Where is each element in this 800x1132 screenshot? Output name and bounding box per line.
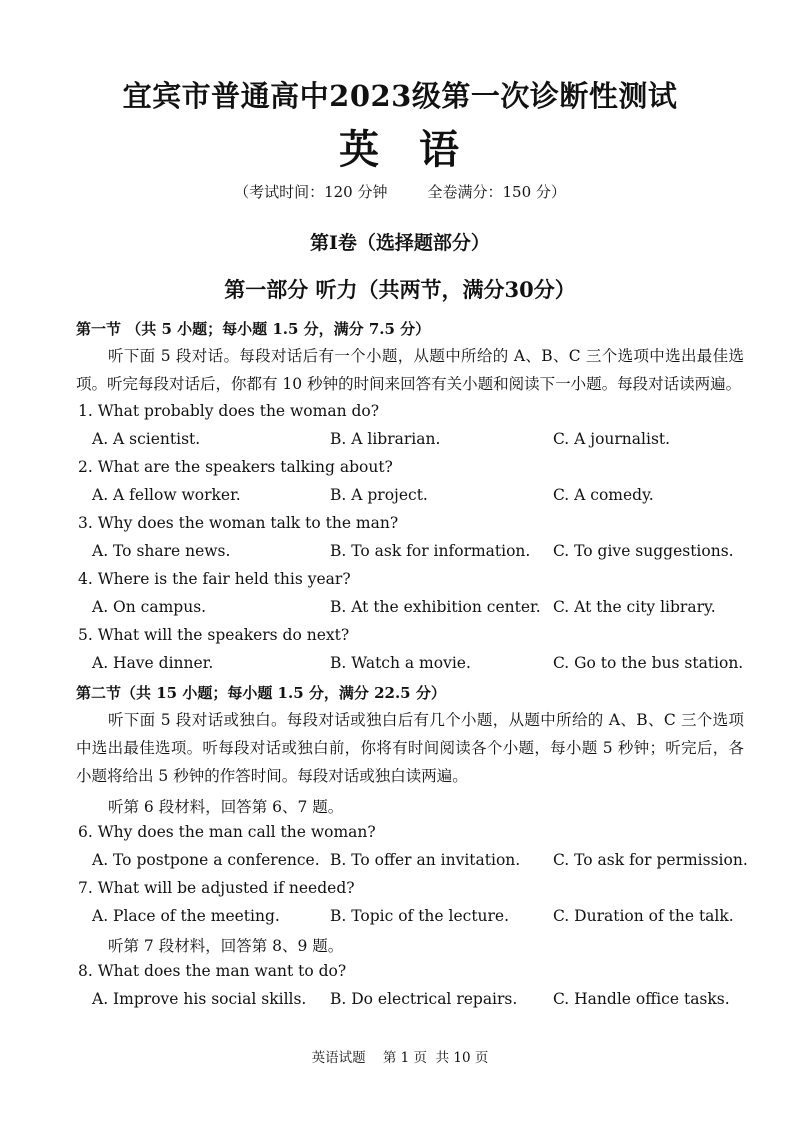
q6-option-a: A. To postpone a conference. [92,851,320,869]
q4-option-a: A. On campus. [92,598,207,616]
exam-info [0,181,800,202]
q1-option-c: C. A journalist. [553,430,671,448]
q5-option-c: C. Go to the bus station. [553,654,744,672]
volume-heading: 第Ⅰ卷（选择题部分） [310,232,490,254]
q3-option-c: C. To give suggestions. [553,542,734,560]
section2-instructions: 听下面 5 段对话或独白。每段对话或独白后有几个小题，从题中所给的 A、B、C 三个选项中选出最佳选项。听每段对话或独白前，你将有时间阅读各个小题，每小题 5 秒钟；听完后，各小题将给出 5 秒钟的作答时间。每段对话或独白读两遍。 [76,711,744,785]
page-footer: 英语试题 第 1 页 共 10 页 [311,1050,489,1066]
q7-option-b: B. Topic of the lecture. [330,907,510,925]
question-8: 8. What does the man want to do? [78,962,347,980]
q1-option-b: B. A librarian. [330,430,441,448]
material-note-6: 听第 6 段材料，回答第 6、7 题。 [108,798,344,816]
question-7: 7. What will be adjusted if needed? [78,879,355,897]
question-3: 3. Why does the woman talk to the man? [78,514,399,532]
q6-option-b: B. To offer an invitation. [330,851,521,869]
q2-option-a: A. A fellow worker. [92,486,241,504]
q4-option-c: C. At the city library. [553,598,716,616]
q7-option-c: C. Duration of the talk. [553,907,734,925]
q8-option-b: B. Do electrical repairs. [330,990,518,1008]
q1-option-a: A. A scientist. [92,430,201,448]
exam-time: （考试时间：120 分钟 [234,183,388,201]
question-4: 4. Where is the fair held this year? [78,570,351,588]
q5-option-a: A. Have dinner. [92,654,214,672]
question-6: 6. Why does the man call the woman? [78,823,376,841]
q7-option-a: A. Place of the meeting. [92,907,280,925]
q2-option-b: B. A project. [330,486,428,504]
full-score: 全卷满分：150 分） [427,183,566,201]
subject-title [0,118,800,175]
material-note-7: 听第 7 段材料，回答第 8、9 题。 [108,937,344,955]
q5-option-b: B. Watch a movie. [330,654,471,672]
subject-char-2: 语 [419,126,461,173]
question-1: 1. What probably does the woman do? [78,402,380,420]
q8-option-a: A. Improve his social skills. [92,990,307,1008]
q2-option-c: C. A comedy. [553,486,654,504]
question-2: 2. What are the speakers talking about? [78,458,393,476]
subject-char-1: 英 [339,126,381,173]
question-5: 5. What will the speakers do next? [78,626,350,644]
part-heading: 第一部分 听力（共两节，满分30分） [224,277,576,302]
q4-option-b: B. At the exhibition center. [330,598,541,616]
section2-heading: 第二节（共 15 小题；每小题 1.5 分，满分 22.5 分） [76,684,446,702]
q8-option-c: C. Handle office tasks. [553,990,730,1008]
exam-title: 宜宾市普通高中2023级第一次诊断性测试 [122,79,678,113]
q3-option-a: A. To share news. [92,542,231,560]
section1-heading: 第一节 （共 5 小题；每小题 1.5 分，满分 7.5 分） [76,320,431,338]
q6-option-c: C. To ask for permission. [553,851,748,869]
section1-instructions: 听下面 5 段对话。每段对话后有一个小题，从题中所给的 A、B、C 三个选项中选出最佳选项。听完每段对话后，你都有 10 秒钟的时间来回答有关小题和阅读下一小题。每段对话读两遍。 [76,347,744,393]
q3-option-b: B. To ask for information. [330,542,531,560]
